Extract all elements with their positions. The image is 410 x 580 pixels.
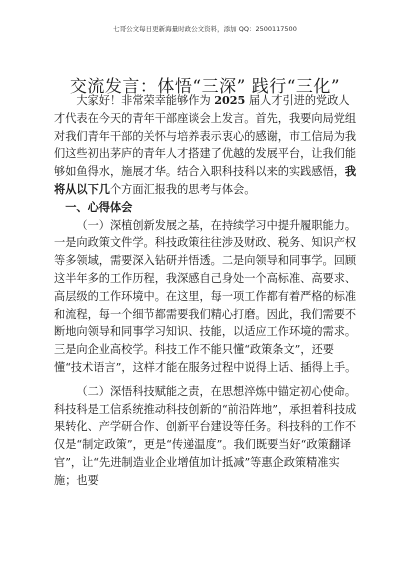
intro-text-2: 届人才引进的党政人才代表在今天的青年干部座谈会上发言。首先，我要向局党组对我们青年干部的关怀与培养表示衷心的感谢，市工信局为我们这些初出茅庐的青年人才搭建了优越的发展平台，让我们能够如鱼得水，施展才华。结合入职科技科以来的实践感悟， (54, 94, 357, 179)
paragraph-1: （一）深植创新发展之基，在持续学习中提升履职能力。一是向政策文件学。科技政策往往涉及财政、税务、知识产权等多领域，需要深入钻研并悟透。二是向领导和同事学。回顾这半年多的工作历程，我深感自己身处一个高标准、高要求、高层级的工作环境中。在这里，每一项工作都有着严格的标准和流程，每一个细节都需要我们精心打磨。因此，我们需要不断地向领导和同事学习知识、技能，以适应工作环境的需求。三是向企业高校学。科技工作不能只懂“政策条文”，还要懂“技术语言”，这样才能在服务过程中说得上话、插得上手。 (54, 218, 357, 374)
document-body (54, 92, 359, 490)
paragraph-2: （二）深悟科技赋能之责，在思想淬炼中锚定初心使命。科技科是工信系统推动科技创新的“前沿阵地”，承担着科技成果转化、产学研合作、创新平台建设等任务。科技科的工作不仅是“制定政策”，更是“传递温度”。我们既要当好“政策翻译官”，让“先进制造业企业增值加计抵减”等惠企政策精准实施；也要 (54, 384, 357, 487)
intro-text-3: 个方面汇报我的思考与体会。 (109, 182, 256, 196)
intro-year: 2025 (214, 93, 246, 107)
intro-text-1: 大家好！非常荣幸能够作为 (76, 94, 215, 107)
header-note: 七哥公文每日更新海量时政公文资料，添加 QQ：2500117500 (113, 25, 297, 33)
intro-paragraph (54, 92, 359, 199)
page-title: 交流发言：体悟“三深” 践行“三化” (69, 77, 341, 97)
section-heading: 一、心得体会 (65, 199, 133, 214)
intro-bold-text: 我将从以下几 (54, 164, 357, 196)
